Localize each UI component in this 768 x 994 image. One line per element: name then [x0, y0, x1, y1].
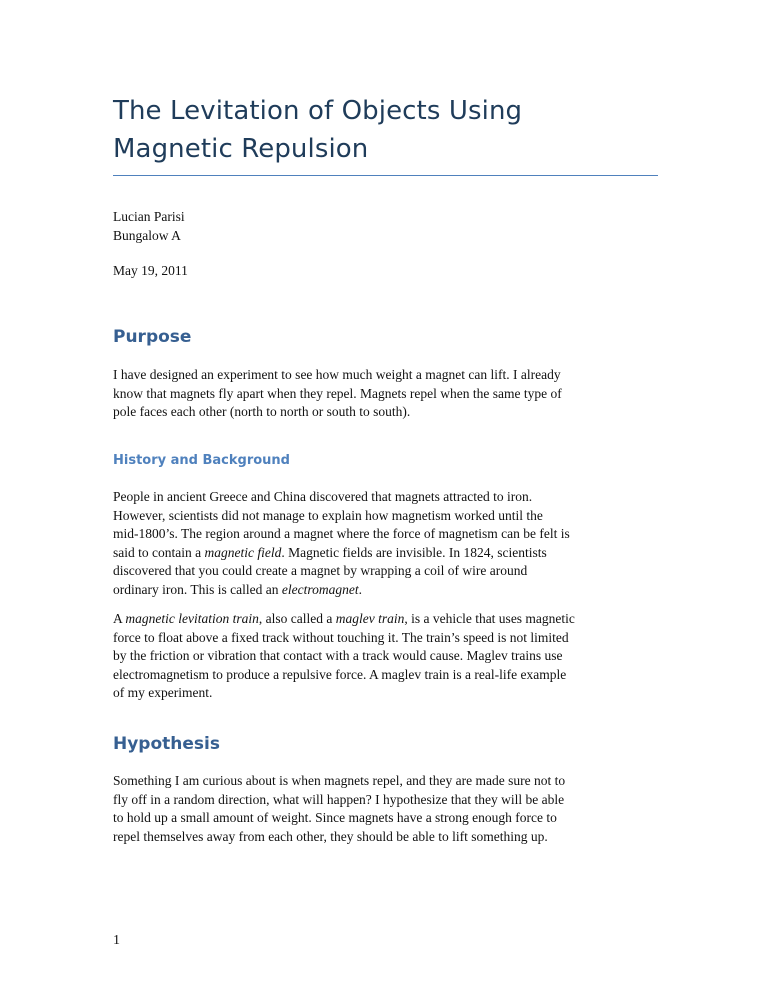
paragraph-line: force to float above a fixed track without touching it. The train’s speed is not limited [113, 629, 569, 645]
text-run: . [358, 581, 362, 597]
title-line: The Levitation of Objects Using [113, 96, 523, 126]
author-affiliation: Bungalow A [113, 228, 181, 243]
paragraph-line: repel themselves away from each other, they should be able to lift something up. [113, 828, 548, 844]
term-electromagnet: electromagnet [281, 581, 359, 597]
text-run: , is a vehicle that uses magnetic [404, 611, 575, 626]
paragraph-line: by the friction or vibration that contact with a track would cause. Maglev trains use [113, 648, 563, 663]
paragraph-line: Something I am curious about is when magnets repel, and they are made sure not to [113, 773, 566, 788]
title-divider [113, 175, 658, 176]
history-heading: History and Background [113, 453, 290, 468]
text-run: said to contain a [113, 544, 205, 560]
paragraph-line [113, 610, 658, 629]
hypothesis-paragraph [113, 772, 658, 846]
document-title [113, 92, 658, 168]
paragraph-line: People in ancient Greece and China discovered that magnets attracted to iron. [113, 489, 533, 504]
paragraph-line: know that magnets fly apart when they repel. Magnets repel when the same type of [113, 385, 562, 401]
history-paragraph-1 [113, 488, 658, 599]
term-magnetic-levitation-train: magnetic levitation train [125, 611, 259, 626]
paragraph-line: mid-1800’s. The region around a magnet where the force of magnetism can be felt is [113, 526, 570, 541]
paragraph-line [113, 544, 658, 563]
paragraph-line: discovered that you could create a magnet by wrapping a coil of wire around [113, 563, 528, 578]
term-magnetic-field: magnetic field [204, 544, 282, 560]
title-line: Magnetic Repulsion [113, 134, 369, 164]
paragraph-line: of my experiment. [113, 685, 213, 700]
term-maglev-train: maglev train [335, 611, 405, 626]
purpose-paragraph [113, 366, 658, 422]
purpose-heading: Purpose [113, 327, 192, 347]
text-run: . Magnetic fields are invisible. In 1824, scientists [281, 544, 547, 560]
text-run: , also called a [258, 611, 336, 626]
paragraph-line: pole faces each other (north to north or south to south). [113, 404, 411, 419]
paragraph-line: electromagnetism to produce a repulsive force. A maglev train is a real-life example [113, 666, 567, 682]
paragraph-line: I have designed an experiment to see how much weight a magnet can lift. I already [113, 367, 561, 382]
author-name: Lucian Parisi [113, 209, 185, 224]
paragraph-line [113, 581, 658, 600]
text-run: A [113, 611, 126, 626]
hypothesis-heading: Hypothesis [113, 734, 220, 754]
document-date: May 19, 2011 [113, 263, 188, 278]
text-run: ordinary iron. This is called an [113, 581, 282, 597]
paragraph-line: fly off in a random direction, what will happen? I hypothesize that they will be able [113, 791, 565, 807]
history-paragraph-2 [113, 610, 658, 703]
page-number: 1 [113, 933, 120, 948]
paragraph-line: to hold up a small amount of weight. Since magnets have a strong enough force to [113, 810, 557, 825]
paragraph-line: However, scientists did not manage to explain how magnetism worked until the [113, 507, 543, 523]
